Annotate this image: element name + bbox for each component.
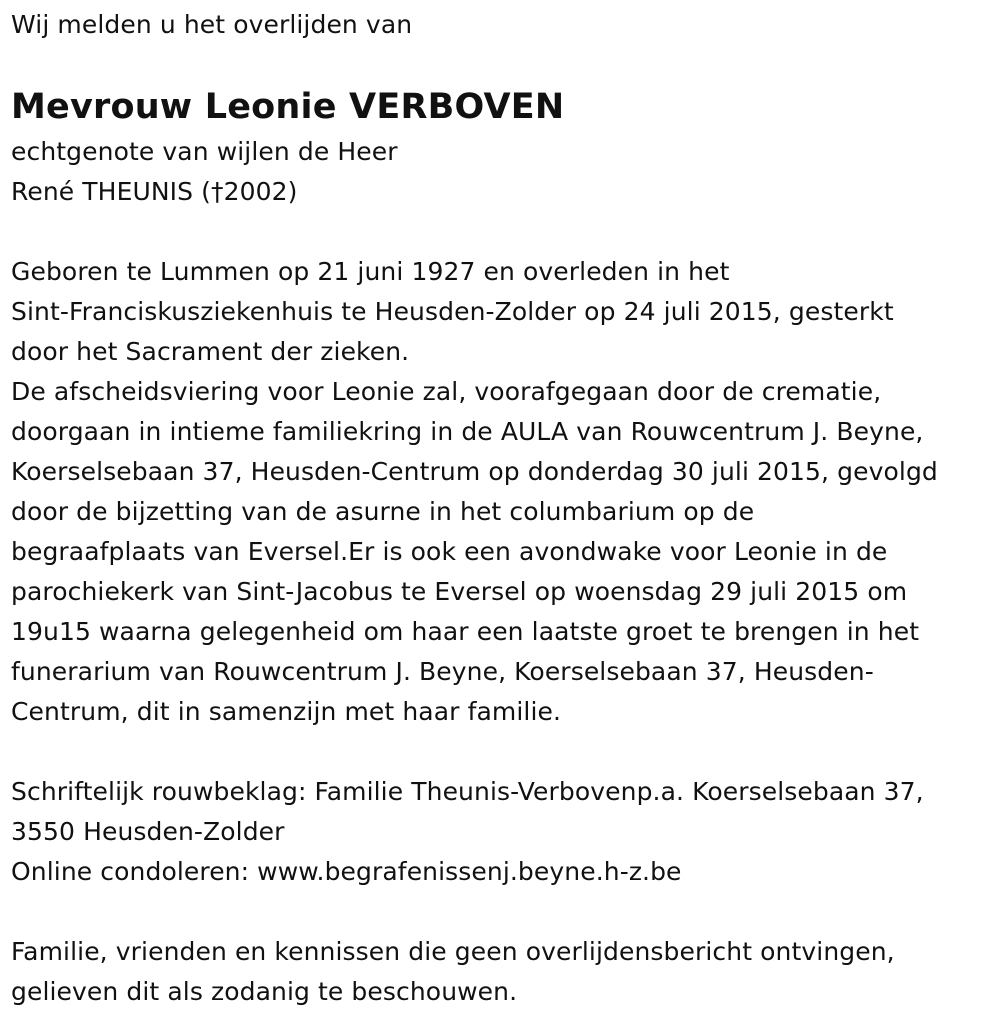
body-line: door de bijzetting van de asurne in het columbarium op de: [11, 497, 755, 526]
body-line: begraafplaats van Eversel.Er is ook een avondwake voor Leonie in de: [11, 537, 888, 566]
condolence-line: 3550 Heusden-Zolder: [11, 817, 285, 846]
body-line: Koerselsebaan 37, Heusden-Centrum op donderdag 30 juli 2015, gevolgd: [11, 457, 938, 486]
condolence-url: Online condoleren: www.begrafenissenj.beyne.h-z.be: [11, 857, 682, 886]
obituary-document: [11, 0, 991, 1012]
closing-line: Familie, vrienden en kennissen die geen overlijdensbericht ontvingen,: [11, 937, 895, 966]
condolence-line: Schriftelijk rouwbeklag: Familie Theunis-Verbovenp.a. Koerselsebaan 37,: [11, 777, 924, 806]
body-line: funerarium van Rouwcentrum J. Beyne, Koerselsebaan 37, Heusden-: [11, 657, 874, 686]
body-line: doorgaan in intieme familiekring in de AULA van Rouwcentrum J. Beyne,: [11, 417, 924, 446]
deceased-name: Mevrouw Leonie VERBOVEN: [11, 87, 565, 127]
intro-text: Wij melden u het overlijden van: [11, 10, 413, 39]
body-line: Sint-Franciskusziekenhuis te Heusden-Zolder op 24 juli 2015, gesterkt: [11, 297, 894, 326]
closing-line: gelieven dit als zodanig te beschouwen.: [11, 977, 518, 1006]
body-line: Geboren te Lummen op 21 juni 1927 en overleden in het: [11, 257, 730, 286]
spouse-line: René THEUNIS (†2002): [11, 177, 298, 206]
body-line: Centrum, dit in samenzijn met haar familie.: [11, 697, 562, 726]
body-line: door het Sacrament der zieken.: [11, 337, 410, 366]
body-line: 19u15 waarna gelegenheid om haar een laatste groet te brengen in het: [11, 617, 920, 646]
body-line: parochiekerk van Sint-Jacobus te Eversel op woensdag 29 juli 2015 om: [11, 577, 908, 606]
paragraph-gap: [11, 892, 991, 932]
paragraph-gap: [11, 212, 991, 252]
body-line: De afscheidsviering voor Leonie zal, voorafgegaan door de crematie,: [11, 377, 882, 406]
paragraph-gap: [11, 732, 991, 772]
spouse-line: echtgenote van wijlen de Heer: [11, 137, 398, 166]
